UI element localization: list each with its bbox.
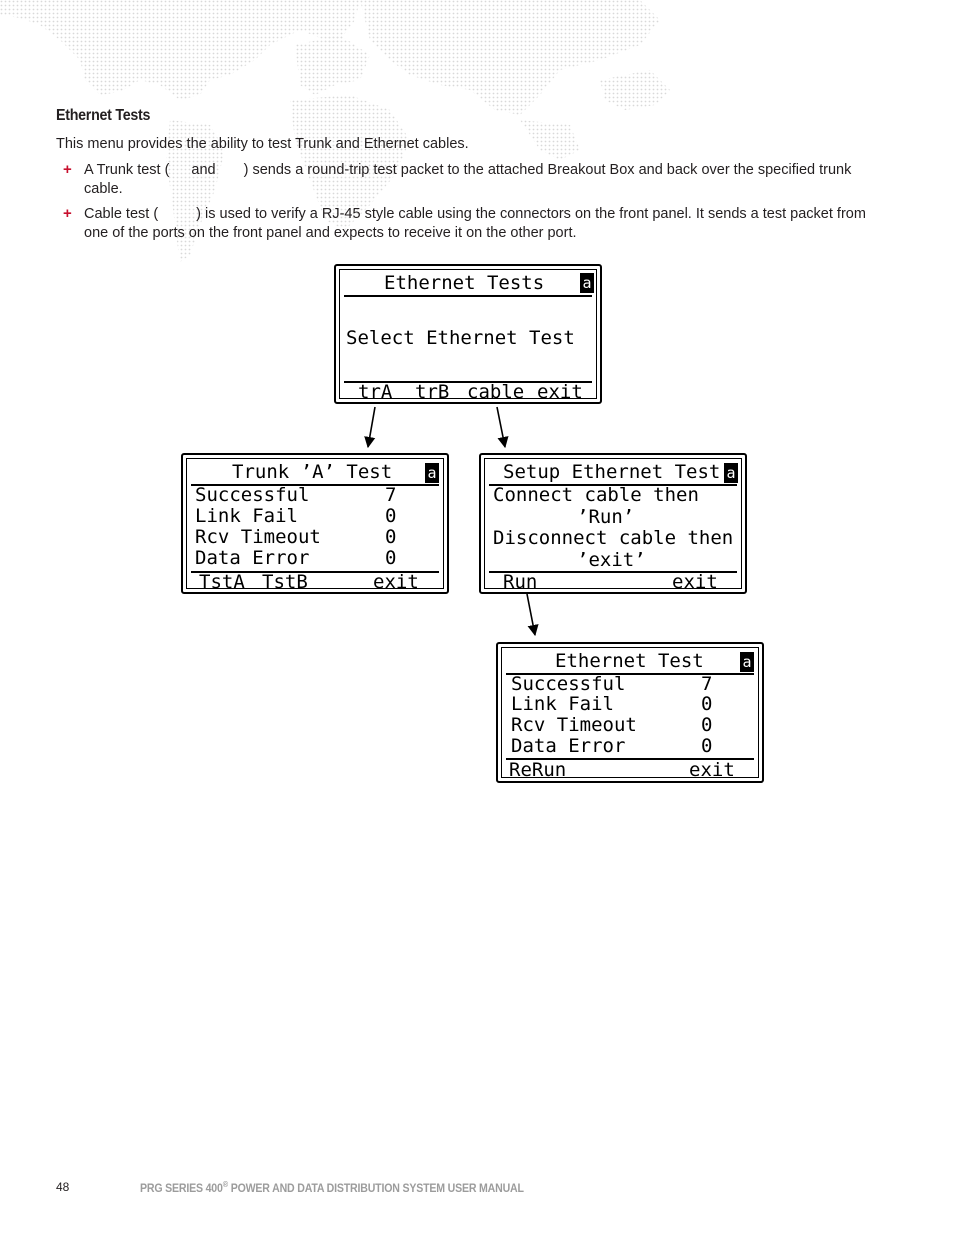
softkey-run[interactable]: Run <box>503 571 538 593</box>
screen-title: Setup Ethernet Test <box>503 461 721 483</box>
softkey-exit[interactable]: exit <box>689 759 735 781</box>
softkey-exit[interactable]: exit <box>537 381 583 403</box>
softkey-tsta[interactable]: TstA <box>199 571 245 593</box>
softkey-tra[interactable]: trA <box>358 381 393 403</box>
instruction-line: Disconnect cable then <box>493 527 734 549</box>
screen-message: Select Ethernet Test <box>346 327 575 349</box>
screen-title: Ethernet Tests <box>384 272 545 294</box>
softkey-exit[interactable]: exit <box>672 571 718 593</box>
manual-title <box>140 1180 524 1195</box>
result-label: Successful <box>511 673 626 695</box>
page-number: 48 <box>56 1180 70 1194</box>
bullet-trunk-test <box>84 161 884 199</box>
lcd-ethernet-tests-menu <box>334 264 602 404</box>
bullet-text: ) is used to verify a RJ-45 style cable using the connectors on the front panel. It sends a test packet from one of the ports on the front panel and expects to receive it on the other port. <box>84 206 866 241</box>
result-value: 7 <box>385 484 397 506</box>
result-label: Rcv Timeout <box>511 714 637 736</box>
result-label: Data Error <box>195 547 310 569</box>
softkey-trb[interactable]: trB <box>415 381 450 403</box>
softkey-tstb[interactable]: TstB <box>262 571 308 593</box>
bullet-mark: + <box>63 205 72 222</box>
bullet-cable-test <box>84 205 884 243</box>
bullet-mark: + <box>63 161 72 178</box>
bullet-text: and <box>191 162 216 178</box>
result-label: Link Fail <box>195 505 298 527</box>
bullet-text: Cable test ( <box>84 206 159 222</box>
result-label: Link Fail <box>511 693 614 715</box>
result-value: 0 <box>701 714 713 736</box>
bullet-text: A Trunk test ( <box>84 162 170 178</box>
result-label: Rcv Timeout <box>195 526 321 548</box>
a-indicator-icon: a <box>740 652 754 672</box>
arrow-to-results <box>527 594 535 635</box>
lcd-trunk-a-test <box>181 453 449 594</box>
result-value: 0 <box>701 693 713 715</box>
instruction-line: Connect cable then <box>493 484 699 506</box>
registered-mark: ® <box>222 1180 228 1189</box>
result-value: 0 <box>701 735 713 757</box>
intro-paragraph: This menu provides the ability to test Trunk and Ethernet cables. <box>56 136 469 152</box>
a-indicator-icon: a <box>724 463 738 483</box>
lcd-setup-ethernet-test <box>479 453 747 594</box>
softkey-exit[interactable]: exit <box>373 571 419 593</box>
result-value: 7 <box>701 673 713 695</box>
instruction-line: ’Run’ <box>577 506 635 528</box>
a-indicator-icon: a <box>425 463 439 483</box>
manual-title-prefix: PRG SERIES 400 <box>140 1182 223 1195</box>
screen-title: Ethernet Test <box>555 650 704 672</box>
section-title: Ethernet Tests <box>56 107 151 124</box>
manual-title-suffix: POWER AND DATA DISTRIBUTION SYSTEM USER MANUAL <box>227 1182 524 1195</box>
softkey-rerun[interactable]: ReRun <box>509 759 567 781</box>
result-label: Successful <box>195 484 310 506</box>
arrow-to-trunk-test <box>368 407 375 447</box>
result-label: Data Error <box>511 735 626 757</box>
instruction-line: ’exit’ <box>577 549 646 571</box>
arrow-to-setup-test <box>497 407 505 447</box>
result-value: 0 <box>385 526 397 548</box>
a-indicator-icon: a <box>580 273 594 293</box>
screen-title: Trunk ’A’ Test <box>232 461 393 483</box>
softkey-cable[interactable]: cable <box>467 381 525 403</box>
result-value: 0 <box>385 547 397 569</box>
result-value: 0 <box>385 505 397 527</box>
bullet-text: ) sends a round-trip test packet to the attached Breakout Box and back over the specified trunk cable. <box>84 162 852 197</box>
lcd-ethernet-test-results <box>496 642 764 783</box>
